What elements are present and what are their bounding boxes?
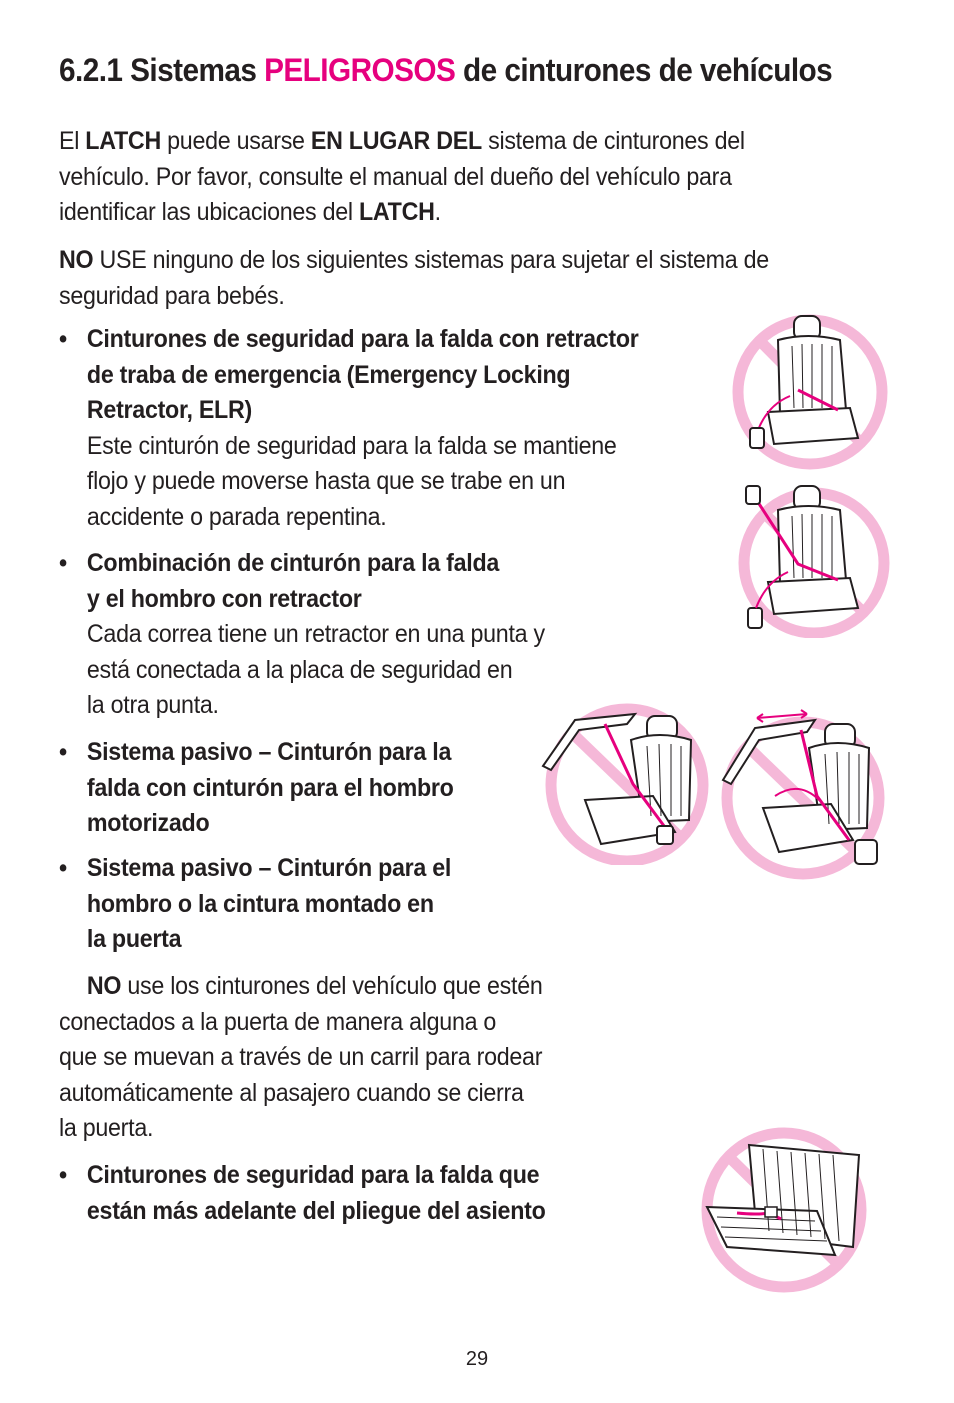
intro-text-4: identificar las ubicaciones del [59,198,359,226]
bullet-dot: • [59,854,67,882]
illustration-combination-seat [722,478,900,638]
warning-no: NO [59,246,94,274]
bullet-elr [59,322,701,535]
bullet-title-line: Cinturones de seguridad para la falda que [86,1161,540,1189]
door-note-text-1: use los cinturones del vehículo que estén [121,972,543,1000]
bullet-text-line: flojo y puede moverse hasta que se trabe en un [86,467,566,495]
bullet-text-line: accidente o parada repentina. [86,502,387,531]
illustration-forward-lap-belt [697,1125,872,1295]
bullet-title-line: de traba de emergencia (Emergency Locking [86,360,571,389]
bullet-passive-motorized [59,735,515,842]
illustration-passive-door [715,700,900,880]
bullet-title-line: motorizado [86,809,210,837]
bullet-title-line: están más adelante del pliegue del asiento [86,1196,546,1225]
intro-latch-2: LATCH [358,198,435,226]
bullet-text-line: Este cinturón de seguridad para la falda se mantiene [86,431,617,460]
door-note-no: NO [86,972,122,1000]
title-highlight: PELIGROSOS [264,52,456,88]
bullet-title-line: Cinturones de seguridad para la falda con retractor [86,325,639,353]
bullet-title-line: Retractor, ELR) [86,396,252,424]
intro-en-lugar: EN LUGAR DEL [310,127,482,155]
bullet-title-line: Combinación de cinturón para la falda [86,549,500,577]
bullet-title-line: falda con cinturón para el hombro [86,773,454,802]
page-number: 29 [465,1348,489,1370]
bullet-dot: • [59,325,67,353]
bullet-text-line: Cada correa tiene un retractor en una punta y [86,620,545,648]
bullet-title-line: Sistema pasivo – Cinturón para el [86,854,452,882]
intro-text-2: puede usarse [160,127,311,155]
intro-text-5: . [434,198,441,226]
bullet-title-line: Sistema pasivo – Cinturón para la [86,738,452,766]
door-note-line: conectados a la puerta de manera alguna o [59,1007,497,1036]
bullet-text-line: la otra punta. [86,691,219,719]
section-number: 6.2.1 [59,52,123,88]
door-note-line: la puerta. [59,1114,154,1142]
warning-paragraph [59,243,877,314]
bullet-title-line: hombro o la cintura montado en [86,889,434,918]
page-title [59,52,877,89]
bullet-combination [59,546,617,724]
door-note-line: automáticamente al pasajero cuando se cierra [59,1078,524,1107]
title-pre: Sistemas [130,52,257,88]
title-post: de cinturones de vehículos [463,52,833,88]
warning-text-1: USE ninguno de los siguientes sistemas para sujetar el sistema de [93,246,769,274]
warning-line-2: seguridad para bebés. [59,281,285,310]
intro-text-3: sistema de cinturones del [481,127,745,155]
bullet-forward-lap-belt [59,1158,617,1229]
intro-paragraph [59,124,859,231]
door-note-line: que se muevan a través de un carril para rodear [59,1043,543,1071]
bullet-title-line: la puerta [86,925,182,953]
bullet-dot: • [59,549,67,577]
illustration-elr-seat [728,310,893,470]
bullet-dot: • [59,1161,67,1189]
intro-latch-1: LATCH [85,127,161,155]
intro-text-1: El [59,127,86,155]
intro-line-2: vehículo. Por favor, consulte el manual del dueño del vehículo para [59,162,732,191]
bullet-passive-door [59,851,515,958]
illustration-passive-motorized [535,700,710,865]
bullet-dot: • [59,738,67,766]
bullet-title-line: y el hombro con retractor [86,584,362,613]
door-note-paragraph [59,969,617,1147]
bullet-text-line: está conectada a la placa de seguridad en [86,655,513,684]
